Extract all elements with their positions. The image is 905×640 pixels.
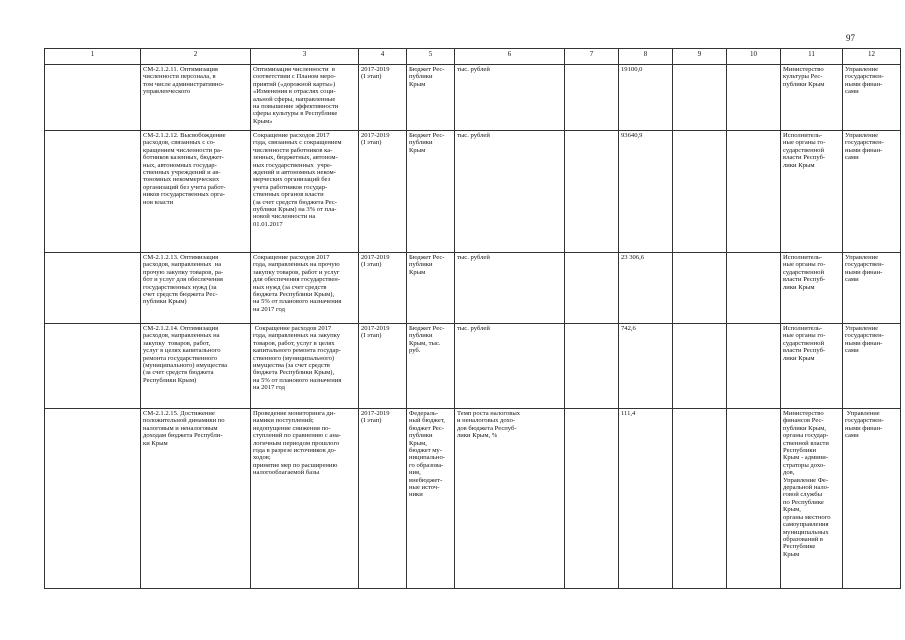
- row-number-cell: [45, 253, 141, 324]
- coexecutor-cell: Управление государствен- ными финан- сами: [843, 253, 901, 324]
- header-cell: 5: [407, 49, 455, 65]
- source-cell: Бюджет Рес- публики Крым: [407, 65, 455, 131]
- value-cell: 93640,9: [619, 131, 673, 253]
- empty-cell: [673, 409, 727, 589]
- header-cell: 12: [843, 49, 901, 65]
- coexecutor-cell: Управление государствен- ными финан- сами: [843, 65, 901, 131]
- header-cell: 7: [565, 49, 619, 65]
- coexecutor-cell: Управление государствен- ными финан- сами: [843, 324, 901, 409]
- header-cell: 6: [455, 49, 565, 65]
- empty-cell: [565, 131, 619, 253]
- measure-cell: СМ-2.1.2.14. Оптимизация расходов, направленных на закупку товаров, работ, услуг в целях капитального ремонта государственного (муниципального) имущества (за счет средств бюджета Республики Крым): [141, 324, 251, 409]
- header-cell: 2: [141, 49, 251, 65]
- value-cell: 111,4: [619, 409, 673, 589]
- header-cell: 11: [781, 49, 843, 65]
- page-number: 97: [846, 33, 855, 43]
- empty-cell: [565, 253, 619, 324]
- source-cell: Федераль- ный бюджет, бюджет Рес- публики Крым, бюджет му- ниципально- го образова- ния, внебюджет- ные источ- ники: [407, 409, 455, 589]
- table-row: [45, 409, 901, 589]
- header-cell: 4: [359, 49, 407, 65]
- responsible-cell: Министерство финансов Рес- публики Крым, органы государ- ственной власти Республики Крым - админи- страторы дохо- дов, Управление Фе- деральной нало- говой службы по Республике Крым, органы местного самоуправления муниципальных образований в Республике Крым: [781, 409, 843, 589]
- indicator-cell: Темп роста налоговых и неналоговых дохо- дов бюджета Респуб- лики Крым, %: [455, 409, 565, 589]
- responsible-cell: Исполнитель- ные органы го- сударственной власти Респуб- лики Крым: [781, 131, 843, 253]
- row-number-cell: [45, 409, 141, 589]
- source-cell: Бюджет Рес- публики Крым: [407, 253, 455, 324]
- responsible-cell: Исполнитель- ные органы го- сударственной власти Респуб- лики Крым: [781, 253, 843, 324]
- program-table: [44, 48, 901, 589]
- empty-cell: [727, 65, 781, 131]
- empty-cell: [673, 253, 727, 324]
- empty-cell: [565, 409, 619, 589]
- header-cell: 1: [45, 49, 141, 65]
- empty-cell: [565, 65, 619, 131]
- header-cell: 9: [673, 49, 727, 65]
- row-number-cell: [45, 324, 141, 409]
- measure-cell: СМ-2.1.2.15. Достижение положительной динамики по налоговым и неналоговым доходам бюджета Республи- ки Крым: [141, 409, 251, 589]
- empty-cell: [727, 324, 781, 409]
- row-number-cell: [45, 131, 141, 253]
- period-cell: 2017-2019 (I этап): [359, 409, 407, 589]
- row-number-cell: [45, 65, 141, 131]
- empty-cell: [727, 253, 781, 324]
- indicator-cell: тыс. рублей: [455, 65, 565, 131]
- table-row: [45, 131, 901, 253]
- content-cell: Сокращение расходов 2017 года, направленных на прочую закупку товаров, работ и услуг для обеспечения государствен- ных нужд (за счет средств бюджета Республики Крым), на 5% от планового назначения на 2017 год: [251, 253, 359, 324]
- table-row: [45, 324, 901, 409]
- measure-cell: СМ-2.1.2.12. Высвобождение расходов, связанных с со- кращением численности ра- ботников казенных, бюджет- ных, автономных государ- ственных учреждений и ав- тономных некоммерческих организаций без учета работ- ников государственных орга- нов власти: [141, 131, 251, 253]
- coexecutor-cell: Управление государствен- ными финан- сами: [843, 409, 901, 589]
- empty-cell: [727, 409, 781, 589]
- source-cell: Бюджет Рес- публики Крым: [407, 131, 455, 253]
- content-cell: Сокращение расходов 2017 года, связанных с сокращением численности работников ка- зенных, бюджетных, автоном- ных государственных учре- ждений и автономных неком- мерческих организаций без учета работников государ- ственных органов власти (за счет средств бюджета Рес- публики Крым) на 3% от пла- новой численности на 01.01.2017: [251, 131, 359, 253]
- header-cell: 10: [727, 49, 781, 65]
- header-cell: 3: [251, 49, 359, 65]
- measure-cell: СМ-2.1.2.13. Оптимизация расходов, направленных на прочую закупку товаров, ра- бот и услуг для обеспечения государственных нужд (за счет средств бюджета Рес- публики Крым): [141, 253, 251, 324]
- period-cell: 2017-2019 (I этап): [359, 65, 407, 131]
- indicator-cell: тыс. рублей: [455, 253, 565, 324]
- period-cell: 2017-2019 (I этап): [359, 324, 407, 409]
- table-row: [45, 253, 901, 324]
- responsible-cell: Исполнитель- ные органы го- сударственной власти Респуб- лики Крым: [781, 324, 843, 409]
- value-cell: 742,6: [619, 324, 673, 409]
- content-cell: Оптимизация численности в соответствии с Планом меро- приятий («дорожной карты») «Изменения в отраслях соци- альной сферы, направленные на повышение эффективности сферы культуры в Республике Крым»: [251, 65, 359, 131]
- content-cell: Сокращение расходов 2017 года, направленных на закупку товаров, работ, услуг в целях капитального ремонта государ- ственного (муниципального) имущества (за счет средств бюджета Республики Крым), на 5% от планового назначения на 2017 год: [251, 324, 359, 409]
- measure-cell: СМ-2.1.2.11. Оптимизация численности персонала, в том числе административно- управленческого: [141, 65, 251, 131]
- indicator-cell: тыс. рублей: [455, 131, 565, 253]
- header-cell: 8: [619, 49, 673, 65]
- empty-cell: [673, 65, 727, 131]
- content-cell: Проведение мониторинга ди- намики поступлений; недопущение снижения по- ступлений по сравнению с ана- логичным периодом прошлого года в разрезе источников до- ходов; принятие мер по расширению налогооблагаемой базы: [251, 409, 359, 589]
- coexecutor-cell: Управление государствен- ными финан- сами: [843, 131, 901, 253]
- indicator-cell: тыс. рублей: [455, 324, 565, 409]
- header-row: [45, 49, 901, 65]
- empty-cell: [673, 131, 727, 253]
- empty-cell: [673, 324, 727, 409]
- period-cell: 2017-2019 (I этап): [359, 253, 407, 324]
- source-cell: Бюджет Рес- публики Крым, тыс. руб.: [407, 324, 455, 409]
- value-cell: 23 306,6: [619, 253, 673, 324]
- responsible-cell: Министерство культуры Рес- публики Крым: [781, 65, 843, 131]
- empty-cell: [727, 131, 781, 253]
- empty-cell: [565, 324, 619, 409]
- value-cell: 19100,0: [619, 65, 673, 131]
- period-cell: 2017-2019 (I этап): [359, 131, 407, 253]
- table-row: [45, 65, 901, 131]
